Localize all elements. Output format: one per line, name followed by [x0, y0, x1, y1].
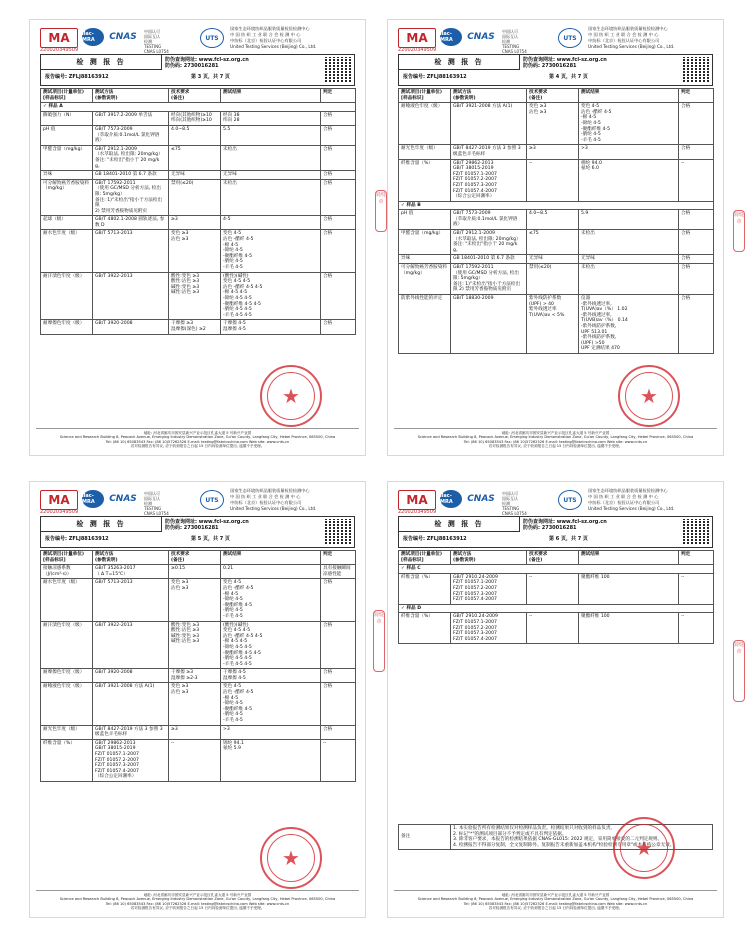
- cell-result: 变色 4-5 沾色 -醋纤 4-5 -棉 4-5 -锦纶 4-5 -聚酯纤维 4-5 -腈纶 4-5 -羊毛 4-5: [221, 683, 321, 725]
- cell-test-item: 耐摩擦色牢度（级）: [41, 669, 93, 683]
- report-title-bar: [40, 516, 355, 548]
- uts-logo-icon: UTS: [558, 28, 582, 48]
- cell-requirement: --: [527, 613, 579, 644]
- cnas-logo-icon: CNAS: [109, 494, 137, 504]
- cell-method: GB/T 8427-2019 方法 3 参照 3 级蓝色羊毛标样: [451, 145, 527, 159]
- table-row: [399, 295, 714, 354]
- table-row: [41, 230, 356, 272]
- official-seal-icon: ★: [618, 365, 680, 427]
- cell-test-item: 纤维含量（%）: [399, 159, 451, 201]
- sample-row: [41, 103, 356, 112]
- cell-result: 仪器 -紫外线透过率, T(UVA)av（%） 1.02 -紫外线透过率, T(UVB)av（%） 0.14 -紫外线防护系数, UPF 513.01 -紫外线防护系数, (UPF) >50 UPF 定测结果 470: [579, 295, 679, 354]
- cell-test-item: 甲醛含量（mg/kg）: [399, 230, 451, 255]
- cell-result: 变色 4-5 沾色 -醋纤 4-5 -棉 4-5 -锦纶 4-5 -聚酯纤维 4-5 -腈纶 4-5 -羊毛 4-5: [221, 230, 321, 272]
- table-header-row: [41, 551, 356, 565]
- table-row: [399, 103, 714, 145]
- sample-label: ✓ 样品 D: [399, 604, 714, 613]
- qr-code-icon[interactable]: [325, 57, 351, 83]
- cell-method: GB/T 29862-2013 GB/T 38015-2019 FZ/T 01057.1-2007 FZ/T 01057.2-2007 FZ/T 01057.3-2007 FZ/T 01057.4-2007 （综合公定回潮率）: [451, 159, 527, 201]
- cell-method: GB/T 2910.24-2009 FZ/T 01057.1-2007 FZ/T 01057.2-2007 FZ/T 01057.3-2007 FZ/T 01057.4-2007: [451, 573, 527, 604]
- cell-judgement: 合格: [321, 725, 356, 739]
- report-header: [40, 26, 355, 52]
- header-test-item: 测试项目(计量单位) [样品标识]: [399, 89, 451, 103]
- cell-method: GB/T 5713-2013: [93, 579, 169, 621]
- cell-requirement: 变色 ≥3 沾色 ≥3: [169, 230, 221, 272]
- cma-logo-icon: MA: [398, 28, 436, 48]
- table-row: [41, 621, 356, 669]
- cell-requirement: 无异味: [169, 171, 221, 180]
- cell-judgement: 合格: [321, 179, 356, 216]
- table-row: [41, 669, 356, 683]
- cell-result: 5.9: [579, 210, 679, 230]
- cell-judgement: 合格: [321, 579, 356, 621]
- company-name: [230, 26, 355, 50]
- company-name: [230, 488, 355, 512]
- cell-requirement: ≥3: [169, 216, 221, 230]
- table-body: [41, 565, 356, 782]
- header-method: 测试方法 (参数说明): [93, 89, 169, 103]
- sample-label: ✓ 样品 C: [399, 565, 714, 574]
- cell-requirement: 经向(其他织物)≥10 纬向(其他织物)≥10: [169, 111, 221, 125]
- cma-number: 220020349509: [398, 47, 437, 53]
- qr-code-icon[interactable]: [325, 519, 351, 545]
- side-stamp-icon: 骑缝章: [373, 610, 385, 672]
- cell-requirement: 干摩擦 ≥3 湿摩擦 ≥2-3: [169, 669, 221, 683]
- table-row: [399, 159, 714, 201]
- anti-fake-info: 防伪查询网址: www.fcl-sz.org.cn 防伪码: 2730016281: [165, 519, 249, 531]
- header-result: 测试结果: [579, 89, 679, 103]
- cell-result: 变色 4-5 沾色 -醋纤 4-5 -棉 4-5 -锦纶 4-5 -聚酯纤维 4-5 -腈纶 4-5 -羊毛 4-5: [579, 103, 679, 145]
- ilac-logo-icon: ilac-MRA: [440, 28, 462, 46]
- cell-result: 聚酯纤维 100: [579, 573, 679, 604]
- cell-requirement: ≥3: [527, 145, 579, 159]
- cell-method: GB 18401-2010 第 6.7 条款: [93, 171, 169, 180]
- cell-test-item: 耐光色牢度（级）: [399, 145, 451, 159]
- cnas-subtext: 中国认可 国际互认 检测 TESTING CNAS L0754: [502, 29, 527, 54]
- table-row: [399, 145, 714, 159]
- cell-requirement: --: [169, 739, 221, 781]
- report-title-bar: [40, 54, 355, 86]
- table-row: [41, 683, 356, 725]
- cell-result: 4-5: [221, 216, 321, 230]
- cell-judgement: --: [679, 159, 714, 201]
- cell-method: GB 18401-2010 第 6.7 条款: [451, 255, 527, 264]
- table-header-row: [399, 551, 714, 565]
- cell-judgement: --: [321, 739, 356, 781]
- cell-method: GB/T 18830-2009: [451, 295, 527, 354]
- cell-result: 未检出: [579, 264, 679, 295]
- cell-judgement: 合格: [679, 230, 714, 255]
- table-row: [41, 125, 356, 145]
- cell-method: GB/T 3922-2013: [93, 272, 169, 320]
- ilac-logo-icon: ilac-MRA: [82, 28, 104, 46]
- company-name-en: United Testing Services (Beijing) Co., Ltd.: [588, 506, 675, 511]
- report-header: [40, 488, 355, 514]
- company-name-cn: 国家生态环境纺织品服装质量检验检测中心 中 国 纺 织 工 业 联 合 会 检 测 中 心 中纺标（北京）检验认证中心有限公司: [230, 26, 310, 43]
- cell-requirement: 酸性:变色 ≥3 酸性:沾色 ≥3 碱性:变色 ≥3 碱性:沾色 ≥3: [169, 621, 221, 669]
- report-header: [398, 488, 713, 514]
- cell-judgement: 合格: [321, 145, 356, 170]
- header-result: 测试结果: [221, 551, 321, 565]
- cma-number: 220020349509: [398, 509, 437, 515]
- report-title-bar: [398, 54, 713, 86]
- uts-logo-icon: UTS: [200, 490, 224, 510]
- cell-result: 无异味: [579, 255, 679, 264]
- official-seal-icon: ★: [613, 817, 675, 879]
- cell-judgement: --: [679, 573, 714, 604]
- cma-logo-icon: MA: [398, 490, 436, 510]
- cell-test-item: 耐光色牢度（级）: [41, 725, 93, 739]
- cell-judgement: 合格: [679, 103, 714, 145]
- header-judgement: 判定: [679, 551, 714, 565]
- cell-test-item: 异味: [41, 171, 93, 180]
- cell-method: GB/T 3917.2-2009 单舌法: [93, 111, 169, 125]
- table-row: [41, 179, 356, 216]
- cell-method: GB/T 17592-2011 （使用 GC/MSD 分析方法, 检出限: 5mg/kg） 备注: 1)"未检出"指小于方法检出限 2) 禁用芳香胺物质见附页: [93, 179, 169, 216]
- report-title: 检 测 报 告: [399, 517, 520, 532]
- cell-method: GB/T 17592-2011 （使用 GC/MSD 分析方法, 检出限: 5mg/kg） 备注: 1)"未检出"指小于方法检出限 2) 禁用芳香胺物质见附页: [451, 264, 527, 295]
- report-page-3: [30, 20, 365, 455]
- cell-result: 0.21: [221, 565, 321, 579]
- company-name: [588, 26, 713, 50]
- company-name-cn: 国家生态环境纺织品服装质量检验检测中心 中 国 纺 织 工 业 联 合 会 检 测 中 心 中纺标（北京）检验认证中心有限公司: [588, 26, 668, 43]
- cell-requirement: 4.0~8.5: [169, 125, 221, 145]
- cell-requirement: 变色 ≥3 沾色 ≥3: [169, 683, 221, 725]
- table-row: [41, 565, 356, 579]
- cell-method: GB/T 7573-2009 （萃取介质:0.1mol/L 氯化钾溶液）: [451, 210, 527, 230]
- cell-test-item: 接触凉感系数 （J/(cm²·s)）: [41, 565, 93, 579]
- sample-row: [399, 201, 714, 210]
- cell-judgement: 合格: [321, 230, 356, 272]
- cnas-logo-icon: CNAS: [467, 32, 495, 42]
- notes-text: 1. 本实验报告所有检测结果仅对检测样品负责。检测结果只对收到的样品负责。 2. 标记"*"的测试项目部分不予判定或不具有判定依据。 3. 除非客户要求，本报告的检测结果依据 CNAS-GL015: 2022 规定，采用简单接受的二元判定规则。 4. 检测报告不得部分复制，全文复制除外。复制报告未重新加盖本机构"检验检测专用章"或本机构公章无效。: [451, 825, 713, 850]
- cell-test-item: pH 值: [399, 210, 451, 230]
- cell-result: 干摩擦 4-5 湿摩擦 4-5: [221, 320, 321, 334]
- report-header: [398, 26, 713, 52]
- side-stamp-icon: 骑缝章: [375, 190, 387, 232]
- cell-requirement: 紫外线防护系数 (UPF) > 40 紫外线透过率 T(UVA)av < 5%: [527, 295, 579, 354]
- header-result: 测试结果: [221, 89, 321, 103]
- cma-number: 220020349509: [40, 509, 79, 515]
- report-footer: 地址: 河北省廊坊市固安县新兴产业示范区孔雀大道 5 号新兴产业园 Science and Research Building 8, Peacock Avenue, Emerging Industry Demonstration Zone, Gu'an County, Langfang City, Hebei Province, 065500, China Tel: (86 10) 65083543 Fax: (86 10)57262526 E-mail: testing@fabricschina.com Web site: www.cnts.cn 若对检测报告有异议, 应于收到报告之日起 15 日内向检测单位提出, 逾期不予受理。: [394, 890, 717, 911]
- results-table: [40, 550, 356, 782]
- sample-row: [399, 565, 714, 574]
- official-seal-icon: ★: [260, 827, 322, 889]
- cell-judgement: 合格: [679, 295, 714, 354]
- cell-method: GB/T 3922-2013: [93, 621, 169, 669]
- cell-result: >3: [579, 145, 679, 159]
- table-row: [41, 111, 356, 125]
- header-test-item: 测试项目(计量单位) [样品标识]: [399, 551, 451, 565]
- cell-method: GB/T 2912.1-2009 （水萃取法, 检出限: 20mg/kg） 备注: "未检出"指小于 20 mg/kg。: [451, 230, 527, 255]
- sample-row: [399, 604, 714, 613]
- table-row: [41, 579, 356, 621]
- cell-judgement: 合格: [679, 255, 714, 264]
- cell-judgement: 合格: [679, 264, 714, 295]
- results-table: [398, 88, 714, 354]
- cell-test-item: 纤维含量（%）: [399, 573, 451, 604]
- page-number: 第 4 页，共 7 页: [549, 74, 588, 80]
- cell-result: 未检出: [221, 145, 321, 170]
- cell-test-item: 防紫外线性能的评定: [399, 295, 451, 354]
- cell-result: 未检出: [579, 230, 679, 255]
- header-method: 测试方法 (参数说明): [451, 89, 527, 103]
- cell-requirement: 禁用(≤20): [527, 264, 579, 295]
- cell-result: 干摩擦 4-5 湿摩擦 4-5: [221, 669, 321, 683]
- report-footer: 地址: 河北省廊坊市固安县新兴产业示范区孔雀大道 5 号新兴产业园 Science and Research Building 8, Peacock Avenue, Emerging Industry Demonstration Zone, Gu'an County, Langfang City, Hebei Province, 065500, China Tel: (86 10) 65083543 Fax: (86 10)57262526 E-mail: testing@fabricschina.com Web site: www.cnts.cn 若对检测报告有异议, 应于收到报告之日起 15 日内向检测单位提出, 逾期不予受理。: [394, 428, 717, 449]
- uts-logo-icon: UTS: [200, 28, 224, 48]
- table-row: [41, 739, 356, 781]
- cell-method: GB/T 29862-2013 GB/T 38015-2019 FZ/T 01057.1-2007 FZ/T 01057.2-2007 FZ/T 01057.3-2007 FZ/T 01057.4-2007 （综合公定回潮率）: [93, 739, 169, 781]
- table-row: [399, 230, 714, 255]
- header-judgement: 判定: [321, 89, 356, 103]
- table-row: [41, 171, 356, 180]
- cell-judgement: 合格: [321, 216, 356, 230]
- anti-fake-info: 防伪查询网址: www.fcl-sz.org.cn 防伪码: 2730016281: [523, 57, 607, 69]
- report-number: 报告编号: ZFLJ88163912: [45, 74, 109, 80]
- header-requirement: 技术要求 (备注): [527, 89, 579, 103]
- cell-requirement: ≤75: [169, 145, 221, 170]
- cell-judgement: 具有接触瞬间凉感性能: [321, 565, 356, 579]
- cnas-logo-icon: CNAS: [109, 32, 137, 42]
- table-body: [399, 565, 714, 644]
- cell-judgement: --: [679, 613, 714, 644]
- cell-method: GB/T 4802.1-2008 圆轨迹法, 参数 D: [93, 216, 169, 230]
- official-seal-icon: ★: [260, 365, 322, 427]
- cell-test-item: 耐唾液色牢度（级）: [399, 103, 451, 145]
- cell-test-item: 耐唾液色牢度（级）: [41, 683, 93, 725]
- cma-logo-icon: MA: [40, 28, 78, 48]
- cell-judgement: 合格: [321, 669, 356, 683]
- cell-method: GB/T 2910.24-2009 FZ/T 01057.1-2007 FZ/T 01057.2-2007 FZ/T 01057.3-2007 FZ/T 01057.4-2007: [451, 613, 527, 644]
- cell-result: 5.5: [221, 125, 321, 145]
- cma-number: 220020349509: [40, 47, 79, 53]
- table-body: [41, 103, 356, 334]
- cell-requirement: 4.0~8.5: [527, 210, 579, 230]
- page-number: 第 5 页，共 7 页: [191, 536, 230, 542]
- table-row: [399, 210, 714, 230]
- table-header-row: [41, 89, 356, 103]
- cell-judgement: 合格: [321, 683, 356, 725]
- cell-result: 聚酯纤维 100: [579, 613, 679, 644]
- cell-test-item: 耐汗渍色牢度（级）: [41, 272, 93, 320]
- sample-label: ✓ 样品 B: [399, 201, 714, 210]
- cell-judgement: 合格: [679, 145, 714, 159]
- results-table: [398, 550, 714, 644]
- cell-test-item: 可分解致癌芳香胺染料（mg/kg）: [399, 264, 451, 295]
- header-requirement: 技术要求 (备注): [527, 551, 579, 565]
- header-method: 测试方法 (参数说明): [93, 551, 169, 565]
- cell-judgement: 合格: [679, 210, 714, 230]
- cell-requirement: 酸性:变色 ≥3 酸性:沾色 ≥3 碱性:变色 ≥3 碱性:沾色 ≥3: [169, 272, 221, 320]
- report-number: 报告编号: ZFLJ88163912: [403, 74, 467, 80]
- table-row: [399, 573, 714, 604]
- qr-code-icon[interactable]: [683, 519, 709, 545]
- report-page-5: [30, 482, 365, 917]
- cell-method: GB/T 8427-2019 方法 3 参照 3 级蓝色羊毛标样: [93, 725, 169, 739]
- header-requirement: 技术要求 (备注): [169, 89, 221, 103]
- cell-test-item: 起球（级）: [41, 216, 93, 230]
- report-title: 检 测 报 告: [399, 55, 520, 70]
- cell-method: GB/T 5713-2013: [93, 230, 169, 272]
- notes-label: 备注: [399, 825, 451, 850]
- side-stamp-icon: 骑缝章: [733, 210, 745, 252]
- company-name-en: United Testing Services (Beijing) Co., Ltd.: [588, 44, 675, 49]
- cnas-subtext: 中国认可 国际互认 检测 TESTING CNAS L0754: [144, 29, 169, 54]
- table-row: [41, 725, 356, 739]
- report-title: 检 测 报 告: [41, 55, 162, 70]
- cell-requirement: ≤75: [527, 230, 579, 255]
- report-number: 报告编号: ZFLJ88163912: [45, 536, 109, 542]
- report-page-6: [388, 482, 723, 917]
- cell-method: GB/T 3920-2008: [93, 320, 169, 334]
- cell-test-item: 纤维含量（%）: [41, 739, 93, 781]
- anti-fake-info: 防伪查询网址: www.fcl-sz.org.cn 防伪码: 2730016281: [165, 57, 249, 69]
- cell-requirement: --: [527, 573, 579, 604]
- cell-result: 无异味: [221, 171, 321, 180]
- table-row: [399, 255, 714, 264]
- cell-judgement: 合格: [321, 171, 356, 180]
- cell-test-item: 撕破强力（N）: [41, 111, 93, 125]
- cell-test-item: 耐汗渍色牢度（级）: [41, 621, 93, 669]
- cell-result: 变色 4-5 沾色 -醋纤 4-5 -棉 4-5 -锦纶 4-5 -聚酯纤维 4-5 -腈纶 4-5 -羊毛 4-5: [221, 579, 321, 621]
- cell-requirement: 无异味: [527, 255, 579, 264]
- qr-code-icon[interactable]: [683, 57, 709, 83]
- cell-requirement: 禁用(≤20): [169, 179, 221, 216]
- header-judgement: 判定: [321, 551, 356, 565]
- table-row: [41, 216, 356, 230]
- cell-result: >3: [221, 725, 321, 739]
- cell-requirement: ≥3: [169, 725, 221, 739]
- cell-result: 棉纶 94.0 氨纶 6.0: [579, 159, 679, 201]
- table-row: [41, 272, 356, 320]
- company-name-en: United Testing Services (Beijing) Co., Ltd.: [230, 44, 317, 49]
- cell-test-item: 纤维含量（%）: [399, 613, 451, 644]
- table-header-row: [399, 89, 714, 103]
- cell-result: 锦纶 94.1 氨纶 5.9: [221, 739, 321, 781]
- side-stamp-icon: 骑缝章: [733, 640, 745, 702]
- cell-judgement: 合格: [321, 621, 356, 669]
- table-row: [399, 613, 714, 644]
- cell-judgement: 合格: [321, 125, 356, 145]
- cell-test-item: 异味: [399, 255, 451, 264]
- cnas-subtext: 中国认可 国际互认 检测 TESTING CNAS L0754: [144, 491, 169, 516]
- cell-requirement: --: [527, 159, 579, 201]
- cell-result: (酸性)(碱性) 变色 4-5 4-5 沾色 -醋纤 4-5 4-5 -棉 4-5 4-5 -锦纶 4-5 4-5 -聚酯纤维 4-5 4-5 -腈纶 4-5 4-5 -羊毛 4-5 4-5: [221, 272, 321, 320]
- ilac-logo-icon: ilac-MRA: [440, 490, 462, 508]
- cell-test-item: 耐水色牢度（级）: [41, 579, 93, 621]
- cell-test-item: 耐水色牢度（级）: [41, 230, 93, 272]
- cnas-subtext: 中国认可 国际互认 检测 TESTING CNAS L0754: [502, 491, 527, 516]
- table-body: [399, 103, 714, 354]
- cma-logo-icon: MA: [40, 490, 78, 510]
- cell-method: GB/T 35263-2017 （ Δ T=15℃）: [93, 565, 169, 579]
- cell-test-item: 甲醛含量（mg/kg）: [41, 145, 93, 170]
- cell-method: GB/T 3921-2008 方法 A(1): [93, 683, 169, 725]
- report-title: 检 测 报 告: [41, 517, 162, 532]
- page-number: 第 3 页，共 7 页: [191, 74, 230, 80]
- report-page-4: [388, 20, 723, 455]
- cell-result: 经向 38 纬向 28: [221, 111, 321, 125]
- header-test-item: 测试项目(计量单位) [样品标识]: [41, 551, 93, 565]
- cell-requirement: 干摩擦 ≥3 湿摩擦(深色) ≥2: [169, 320, 221, 334]
- cell-requirement: 变色 ≥3 沾色 ≥3: [527, 103, 579, 145]
- report-title-bar: [398, 516, 713, 548]
- header-requirement: 技术要求 (备注): [169, 551, 221, 565]
- cell-test-item: 耐摩擦色牢度（级）: [41, 320, 93, 334]
- cell-method: GB/T 3921-2008 方法 A(1): [451, 103, 527, 145]
- company-name-en: United Testing Services (Beijing) Co., Ltd.: [230, 506, 317, 511]
- results-table: [40, 88, 356, 335]
- cell-method: GB/T 7573-2009 （萃取介质:0.1mol/L 氯化钾溶液）: [93, 125, 169, 145]
- cell-judgement: 合格: [321, 111, 356, 125]
- page-number: 第 6 页，共 7 页: [549, 536, 588, 542]
- report-footer: 地址: 河北省廊坊市固安县新兴产业示范区孔雀大道 5 号新兴产业园 Science and Research Building 8, Peacock Avenue, Emerging Industry Demonstration Zone, Gu'an County, Langfang City, Hebei Province, 065500, China Tel: (86 10) 65083543 Fax: (86 10)57262526 E-mail: testing@fabricschina.com Web site: www.cnts.cn 若对检测报告有异议, 应于收到报告之日起 15 日内向检测单位提出, 逾期不予受理。: [36, 428, 359, 449]
- report-number: 报告编号: ZFLJ88163912: [403, 536, 467, 542]
- ilac-logo-icon: ilac-MRA: [82, 490, 104, 508]
- company-name-cn: 国家生态环境纺织品服装质量检验检测中心 中 国 纺 织 工 业 联 合 会 检 测 中 心 中纺标（北京）检验认证中心有限公司: [230, 488, 310, 505]
- cell-requirement: ≥0.15: [169, 565, 221, 579]
- table-row: [41, 145, 356, 170]
- report-footer: 地址: 河北省廊坊市固安县新兴产业示范区孔雀大道 5 号新兴产业园 Science and Research Building 8, Peacock Avenue, Emerging Industry Demonstration Zone, Gu'an County, Langfang City, Hebei Province, 065500, China Tel: (86 10) 65083543 Fax: (86 10)57262526 E-mail: testing@fabricschina.com Web site: www.cnts.cn 若对检测报告有异议, 应于收到报告之日起 15 日内向检测单位提出, 逾期不予受理。: [36, 890, 359, 911]
- company-name: [588, 488, 713, 512]
- company-name-cn: 国家生态环境纺织品服装质量检验检测中心 中 国 纺 织 工 业 联 合 会 检 测 中 心 中纺标（北京）检验认证中心有限公司: [588, 488, 668, 505]
- cell-result: (酸性)(碱性) 变色 4-5 4-5 沾色 -醋纤 4-5 4-5 -棉 4-5 4-5 -锦纶 4-5 4-5 -聚酯纤维 4-5 4-5 -腈纶 4-5 4-5 -羊毛 4-5 4-5: [221, 621, 321, 669]
- header-method: 测试方法 (参数说明): [451, 551, 527, 565]
- cell-judgement: 合格: [321, 272, 356, 320]
- table-row: [399, 264, 714, 295]
- cell-test-item: 可分解致癌芳香胺染料（mg/kg）: [41, 179, 93, 216]
- cell-requirement: 变色 ≥3 沾色 ≥3: [169, 579, 221, 621]
- table-row: [41, 320, 356, 334]
- header-judgement: 判定: [679, 89, 714, 103]
- header-test-item: 测试项目(计量单位) [样品标识]: [41, 89, 93, 103]
- cell-test-item: pH 值: [41, 125, 93, 145]
- header-result: 测试结果: [579, 551, 679, 565]
- anti-fake-info: 防伪查询网址: www.fcl-sz.org.cn 防伪码: 2730016281: [523, 519, 607, 531]
- uts-logo-icon: UTS: [558, 490, 582, 510]
- cell-method: GB/T 3920-2008: [93, 669, 169, 683]
- cell-result: 未检出: [221, 179, 321, 216]
- cnas-logo-icon: CNAS: [467, 494, 495, 504]
- cell-judgement: 合格: [321, 320, 356, 334]
- sample-label: ✓ 样品 A: [41, 103, 356, 112]
- cell-method: GB/T 2912.1-2009 （水萃取法, 检出限: 20mg/kg） 备注: "未检出"指小于 20 mg/kg。: [93, 145, 169, 170]
